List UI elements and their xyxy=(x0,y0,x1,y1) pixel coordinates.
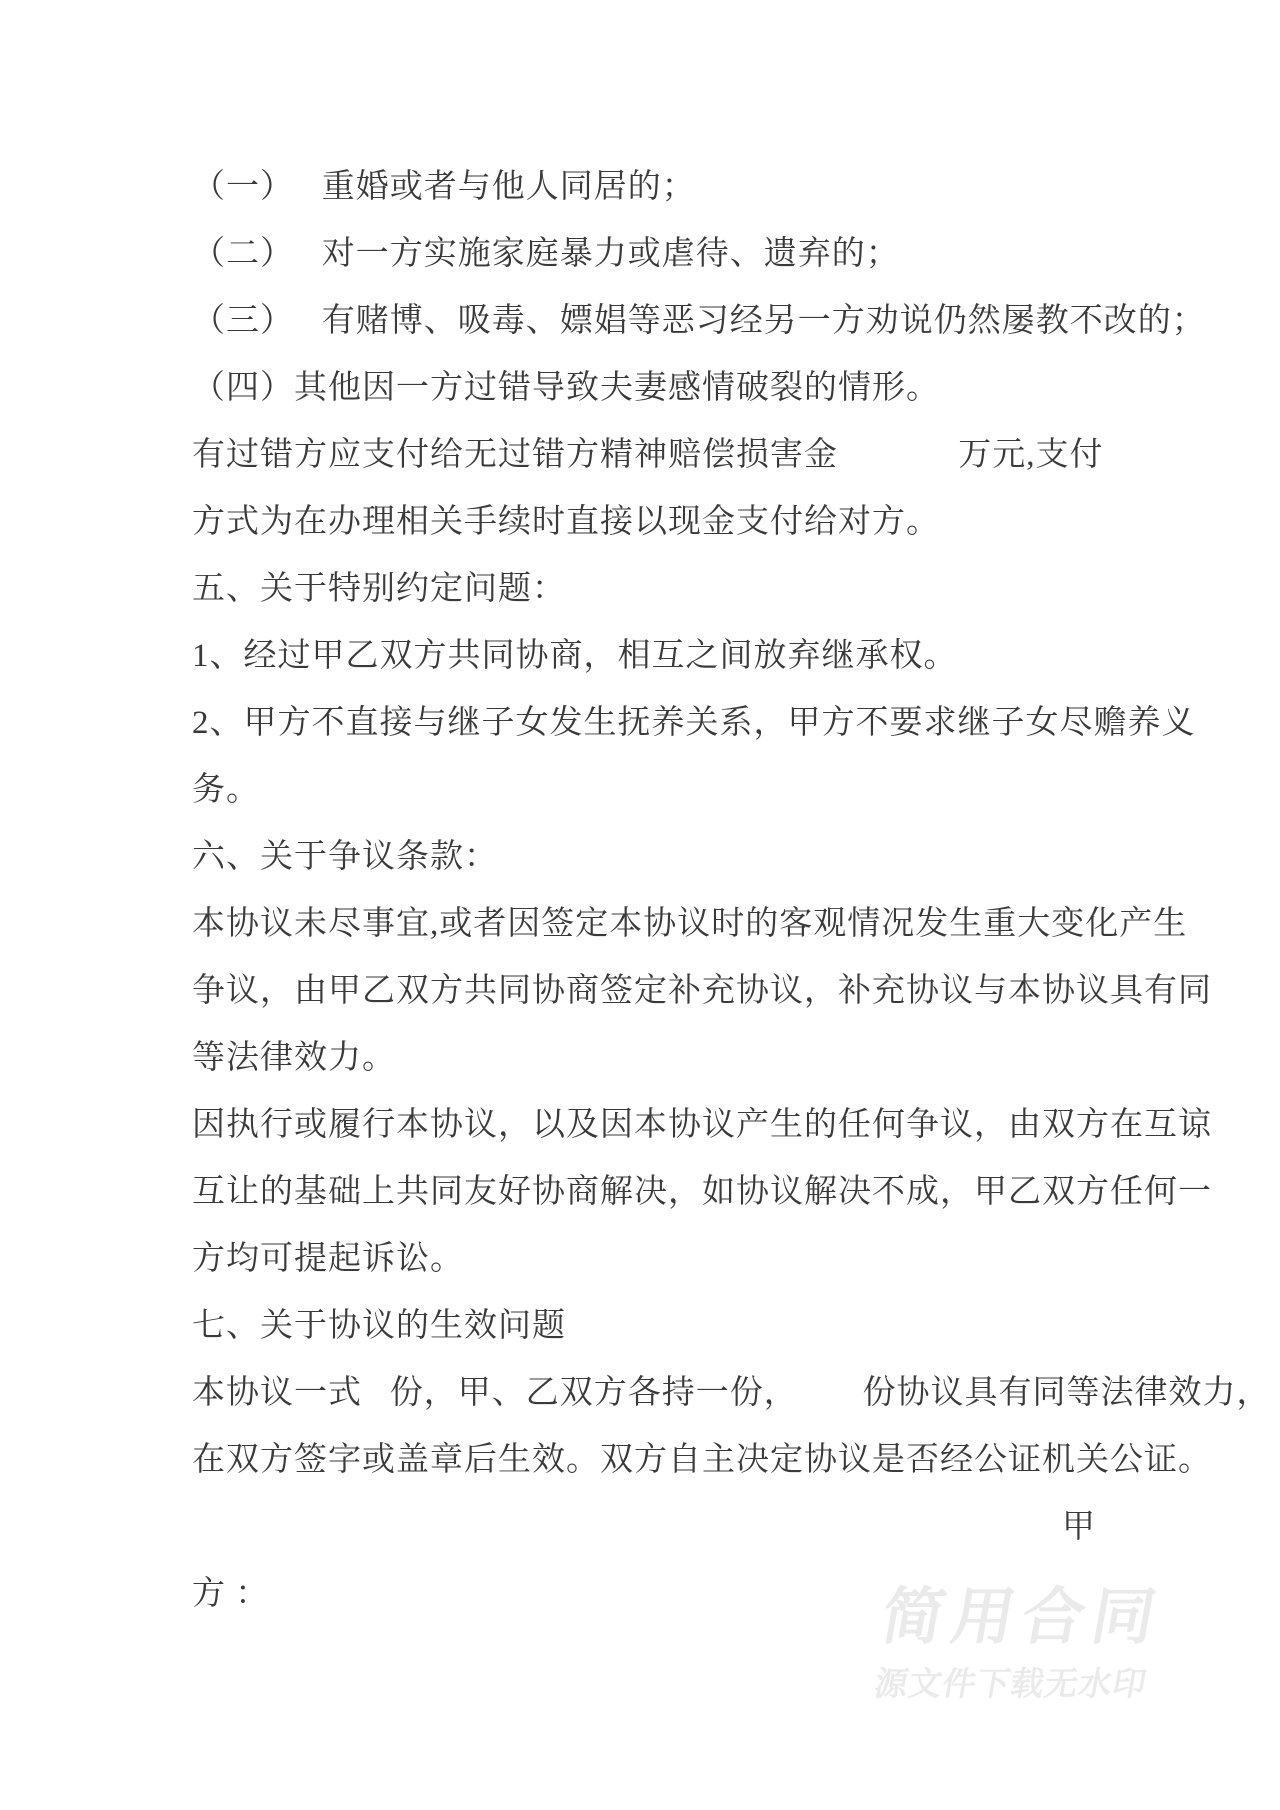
body-line: 因执行或履行本协议，以及因本协议产生的任何争议，由双方在互谅 xyxy=(192,1107,1212,1143)
body-line: 方均可提起诉讼。 xyxy=(192,1241,464,1277)
watermark xyxy=(851,1583,1184,1703)
body-line: 互让的基础上共同友好协商解决，如协议解决不成，甲乙双方任何一 xyxy=(192,1174,1212,1210)
section-heading: 七、关于协议的生效问题 xyxy=(192,1308,566,1344)
clause-line: （二） 对一方实施家庭暴力或虐待、遗弃的； xyxy=(192,236,900,272)
body-line: 在双方签字或盖章后生效。双方自主决定协议是否经公证机关公证。 xyxy=(192,1442,1212,1478)
body-line: 务。 xyxy=(192,772,260,808)
body-line: 2、甲方不直接与继子女发生抚养关系，甲方不要求继子女尽赡养义 xyxy=(192,705,1196,741)
party-a-label-start: 甲 xyxy=(1062,1509,1096,1545)
body-line: 争议，由甲乙双方共同协商签定补充协议，补充协议与本协议具有同 xyxy=(192,973,1212,1009)
party-a-label-wrap: 方 ： xyxy=(192,1576,270,1612)
body-line: 本协议未尽事宜,或者因签定本协议时的客观情况发生重大变化产生 xyxy=(192,906,1188,942)
body-line: 有过错方应支付给无过错方精神赔偿损害金 万元,支付 xyxy=(192,437,1104,473)
body-line: 本协议一式 份，甲、乙双方各持一份， 份协议具有同等法律效力， xyxy=(192,1375,1271,1411)
clause-line: （三） 有赌博、吸毒、嫖娼等恶习经另一方劝说仍然屡教不改的； xyxy=(192,303,1206,339)
section-heading: 六、关于争议条款： xyxy=(192,839,498,875)
section-heading: 五、关于特别约定问题： xyxy=(192,571,566,607)
watermark-title: 简用合同 xyxy=(876,1583,1169,1652)
clause-line: （四）其他因一方过错导致夫妻感情破裂的情形。 xyxy=(192,370,940,406)
body-line: 1、经过甲乙双方共同协商，相互之间放弃继承权。 xyxy=(192,638,958,674)
agreement-body-text xyxy=(192,154,1271,1628)
body-line: 等法律效力。 xyxy=(192,1040,396,1076)
clause-line: （一） 重婚或者与他人同居的； xyxy=(192,169,696,205)
body-line: 方式为在办理相关手续时直接以现金支付给对方。 xyxy=(192,504,940,540)
watermark-subtitle: 源文件下载无水印 xyxy=(871,1665,1151,1702)
